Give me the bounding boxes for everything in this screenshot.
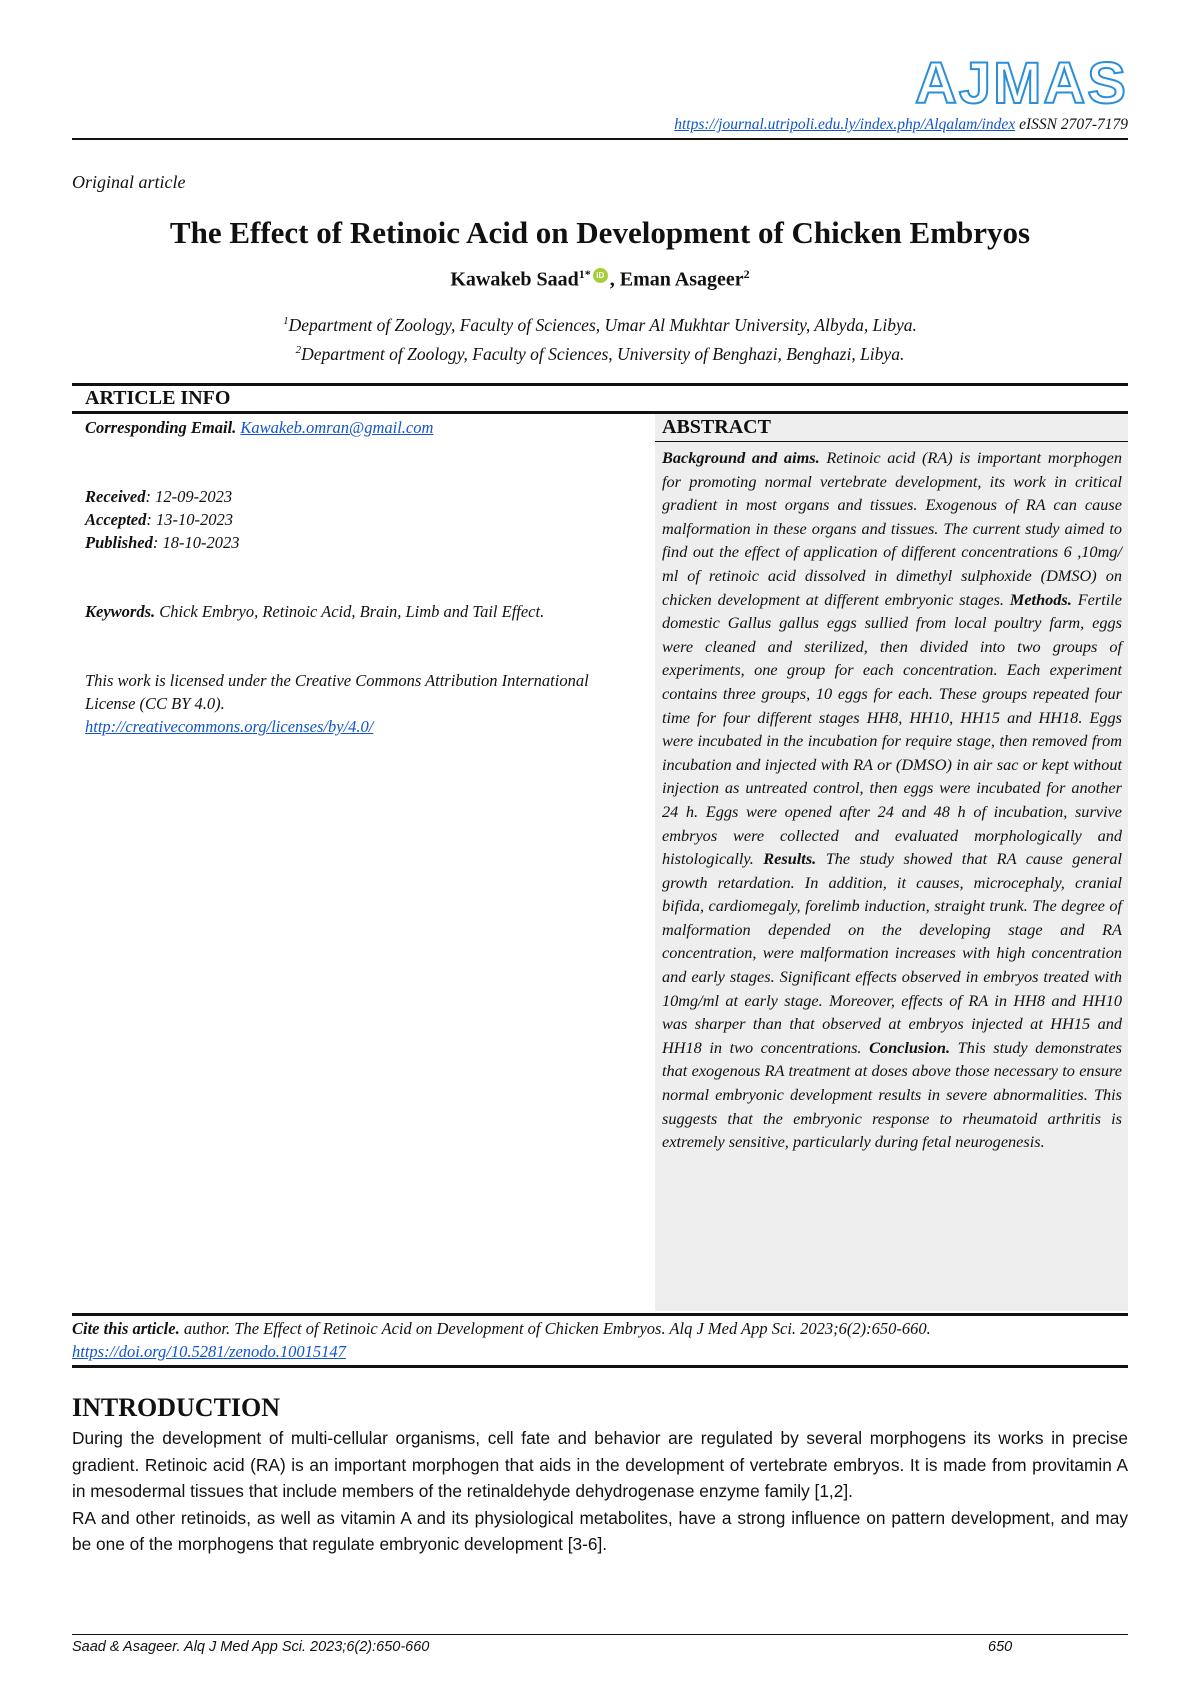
cite-top-rule — [72, 1313, 1128, 1316]
footer-citation: Saad & Asageer. Alq J Med App Sci. 2023;6(2):650-660 — [72, 1639, 430, 1655]
email-label: Corresponding Email. — [85, 418, 237, 437]
license-link[interactable]: http://creativecommons.org/licenses/by/4.0/ — [85, 717, 374, 736]
introduction-body — [72, 1425, 1128, 1558]
page-title: The Effect of Retinoic Acid on Development of Chicken Embryos — [169, 215, 1031, 250]
license-text: This work is licensed under the Creative Commons Attribution International License (CC BY 4.0). — [85, 671, 589, 713]
affiliation-1 — [0, 309, 1200, 338]
abstract-bg-label: Background and aims. — [662, 448, 820, 467]
keywords-label: Keywords. — [85, 602, 156, 621]
header-divider — [72, 138, 1128, 140]
received-row — [85, 485, 605, 508]
affiliations — [0, 309, 1200, 367]
footer-divider — [72, 1634, 1128, 1635]
journal-logo: AJMAS — [914, 51, 1128, 116]
page-number: 650 — [988, 1639, 1013, 1655]
affiliation-2 — [0, 338, 1200, 367]
cite-text: author. The Effect of Retinoic Acid on Development of Chicken Embryos. Alq J Med App Sci. 2023;6(2):650-660. — [179, 1319, 931, 1338]
author-2: , Eman Asageer — [609, 268, 744, 291]
abstract-methods-text: Fertile domestic Gallus gallus eggs sullied from local poultry farm, eggs were cleaned and sterilized, then divided into two groups of experiments, one group for each concentration. Each experiment contains three groups, 10 eggs for each. These groups repeated four time for four different stages HH8, HH10, HH15 and HH18. Eggs were incubated in the incubation for require stage, then removed from incubation and injected with RA or (DMSO) in air sac or kept without injection as untreated control, then eggs were incubated for another 24 h. Eggs were opened after 24 and 48 h of incubation, survive embryos were collected and evaluated morphologically and histologically. — [662, 589, 1123, 869]
header-links — [674, 116, 1128, 134]
article-info — [85, 416, 605, 738]
abstract-methods-label: Methods. — [1009, 589, 1072, 609]
cite-bottom-rule — [72, 1365, 1128, 1368]
author-1: Kawakeb Saad — [450, 268, 579, 291]
affiliation-2-text: Department of Zoology, Faculty of Sciences, University of Benghazi, Benghazi, Libya. — [301, 343, 905, 364]
received-date: : 12-09-2023 — [145, 487, 233, 506]
journal-url-link[interactable]: https://journal.utripoli.edu.ly/index.php/Alqalam/index — [674, 116, 1016, 133]
orcid-icon[interactable]: iD — [593, 268, 608, 283]
abstract-text — [662, 446, 1122, 1154]
keywords — [85, 600, 605, 623]
authors — [0, 267, 1200, 292]
doi-link[interactable]: https://doi.org/10.5281/zenodo.10015147 — [72, 1342, 346, 1361]
abstract-results-text: The study showed that RA cause general growth retardation. In addition, it causes, microcephaly, cranial bifida, cardiomegaly, forelimb induction, straight trunk. The degree of malformation depended on the developing stage and RA concentration, were malformation increases with high concentration and early stages. Significant effects observed in embryos treated with 10mg/ml at early stage. Moreover, effects of RA in HH8 and HH10 was sharper than that observed at embryos injected at HH15 and HH18 in two concentrations. — [662, 849, 1122, 1057]
keywords-text: Chick Embryo, Retinoic Acid, Brain, Limb and Tail Effect. — [155, 602, 545, 621]
affiliation-1-sup: 1 — [283, 315, 289, 327]
abstract-results-label: Results. — [763, 849, 817, 869]
introduction-heading: INTRODUCTION — [72, 1393, 281, 1422]
abstract-rule — [655, 441, 1128, 442]
author-1-sup: 1* — [578, 267, 591, 281]
accepted-date: : 13-10-2023 — [146, 510, 233, 529]
abstract-conclusion-label: Conclusion. — [869, 1037, 951, 1057]
published-label: Published — [85, 533, 153, 552]
abstract-conclusion-text: This study demonstrates that exogenous RA treatment at doses above those necessary to ensure normal embryonic development results in severe abnormalities. This suggests that the embryonic response to rheumatoid arthritis is extremely sensitive, particularly during fetal neurogenesis. — [662, 1037, 1122, 1152]
article-type: Original article — [72, 172, 186, 192]
abstract-bg-text: Retinoic acid (RA) is important morphogen for promoting normal vertebrate development, its work in critical gradient in most organs and tissues. Exogenous of RA can cause malformation in these organs and tissues. The current study aimed to find out the effect of application of different concentrations 6 ,10mg/ ml of retinoic acid dissolved in dimethyl sulphoxide (DMSO) on chicken development at different embryonic stages. — [662, 448, 1123, 609]
cite-label: Cite this article. — [72, 1319, 180, 1338]
affiliation-2-sup: 2 — [295, 343, 302, 356]
article-info-heading: ARTICLE INFO — [85, 387, 231, 409]
eissn: eISSN 2707-7179 — [1019, 116, 1128, 133]
intro-paragraph-2: RA and other retinoids, as well as vitamin A and its physiological metabolites, have a strong influence on pattern development, and may be one of the morphogens that regulate embryonic development [3-6]. — [72, 1507, 1128, 1554]
email-link[interactable]: Kawakeb.omran@gmail.com — [240, 418, 434, 437]
cite-block — [72, 1317, 1128, 1363]
received-label: Received — [85, 487, 146, 506]
accepted-row — [85, 508, 605, 531]
accepted-label: Accepted — [85, 510, 147, 529]
corresponding-email — [85, 416, 605, 439]
intro-paragraph-1: During the development of multi-cellular organisms, cell fate and behavior are regulated by several morphogens its works in precise gradient. Retinoic acid (RA) is an important morphogen that aids in the development of vertebrate embryos. It is made from provitamin A in mesodermal tissues that include members of the retinaldehyde dehydrogenase enzyme family [1,2]. — [72, 1428, 1128, 1501]
published-date: : 18-10-2023 — [152, 533, 240, 552]
info-top-rule — [72, 383, 1128, 386]
published-row — [85, 531, 605, 554]
abstract-heading: ABSTRACT — [662, 416, 771, 438]
affiliation-1-text: Department of Zoology, Faculty of Sciences, Umar Al Mukhtar University, Albyda, Libya. — [288, 314, 917, 335]
author-2-sup: 2 — [743, 267, 750, 281]
